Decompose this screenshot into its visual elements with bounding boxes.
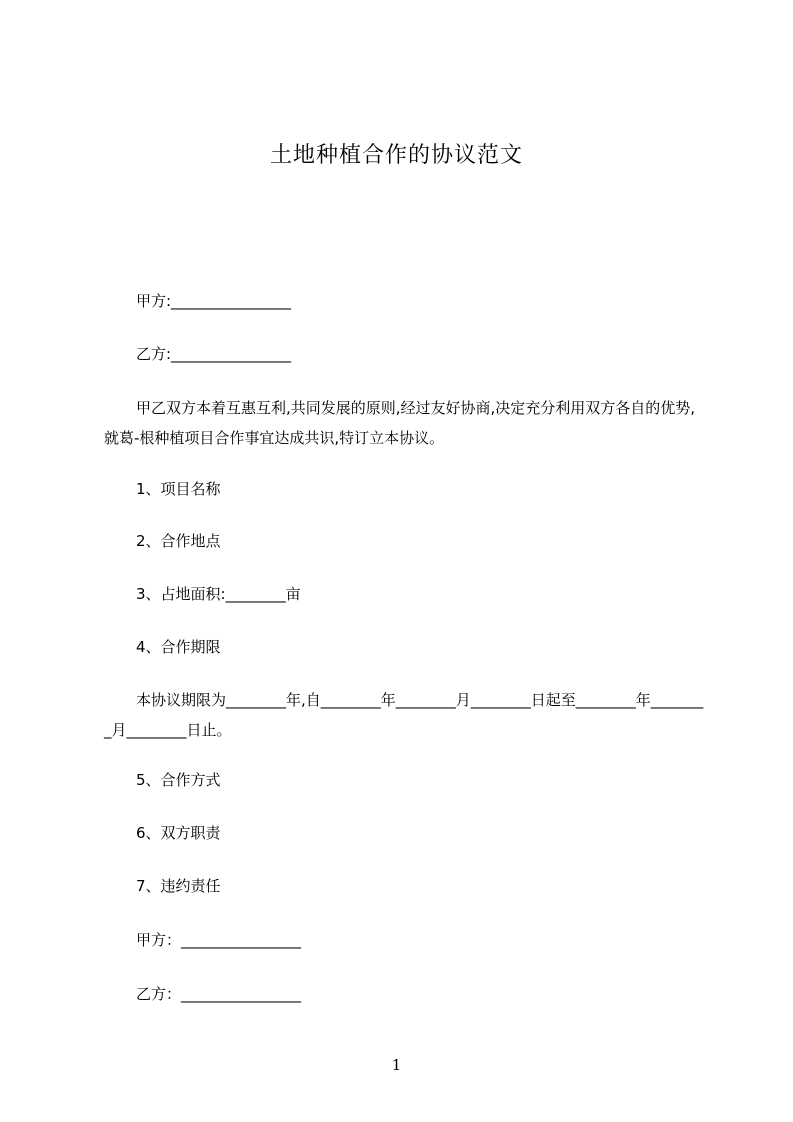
item-location: 2、合作地点 — [136, 532, 221, 550]
item-responsibilities: 6、双方职责 — [136, 824, 221, 842]
item-area: 3、占地面积:________亩 — [136, 585, 301, 603]
party-b-line: 乙方:________________ — [136, 345, 292, 363]
intro-paragraph: 甲乙双方本着互惠互利,共同发展的原则,经过友好协商,决定充分利用双方各自的优势,就葛-根种植项目合作事宜达成共识,特订立本协议。 — [104, 399, 696, 447]
party-a-line: 甲方:________________ — [136, 292, 292, 310]
item-term: 4、合作期限 — [136, 638, 221, 656]
term-paragraph: 本协议期限为________年,自________年________月________日起至________年________月________日止。 — [104, 691, 704, 739]
item-breach-liability: 7、违约责任 — [136, 877, 221, 895]
signature-party-a: 甲方：________________ — [136, 931, 302, 949]
item-project-name: 1、项目名称 — [136, 480, 221, 498]
page-number: 1 — [391, 1056, 402, 1074]
item-cooperation-method: 5、合作方式 — [136, 771, 221, 789]
signature-party-b: 乙方：________________ — [136, 985, 302, 1003]
document-title: 土地种植合作的协议范文 — [269, 143, 523, 168]
